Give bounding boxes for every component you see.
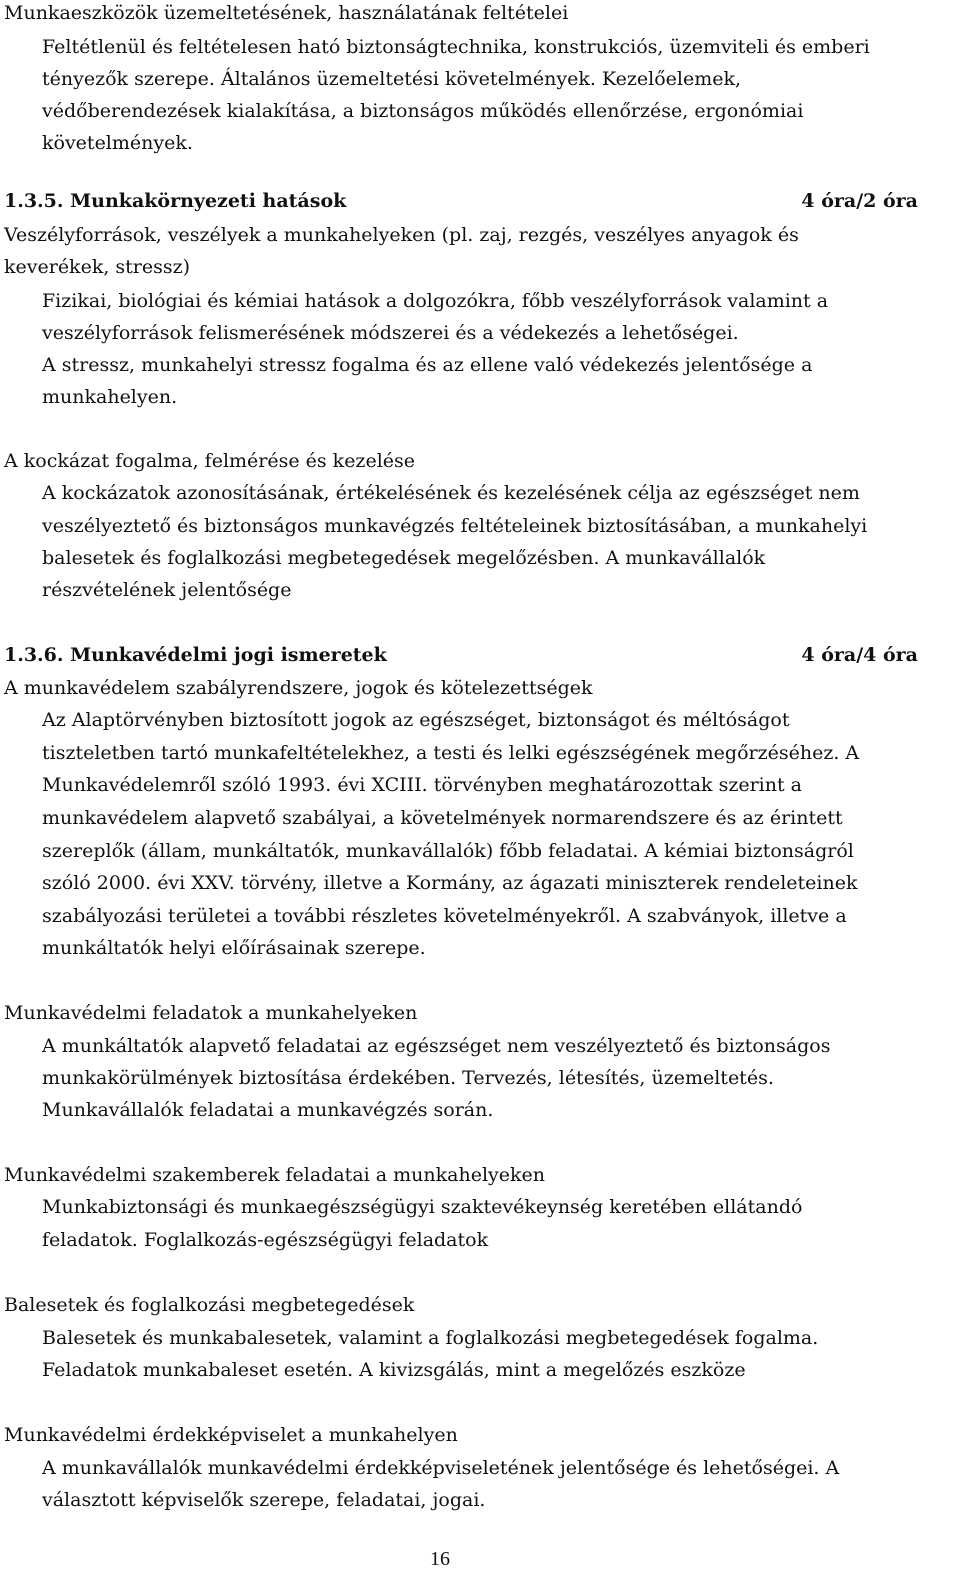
- page-number: 16: [430, 1548, 450, 1570]
- paragraph-line: munkahelyen.: [42, 386, 178, 408]
- paragraph-line: Munkavédelemről szóló 1993. évi XCIII. törvényben meghatározottak szerint a: [42, 774, 802, 796]
- subheading-line: keverékek, stressz): [4, 256, 191, 278]
- paragraph-line: balesetek és foglalkozási megbetegedések megelőzésben. A munkavállalók: [42, 547, 766, 569]
- paragraph-line: tényezők szerepe. Általános üzemeltetési követelmények. Kezelőelemek,: [42, 68, 742, 90]
- paragraph-line: A stressz, munkahelyi stressz fogalma és az ellene való védekezés jelentősége a: [42, 354, 813, 376]
- subheading-line: Veszélyforrások, veszélyek a munkahelyeken (pl. zaj, rezgés, veszélyes anyagok és: [4, 224, 799, 246]
- paragraph-line: szabályozási területei a további részletes követelményekről. A szabványok, illetve a: [42, 905, 847, 927]
- paragraph-line: munkavédelem alapvető szabályai, a követelmények normarendszere és az érintett: [42, 807, 843, 829]
- subheading: Balesetek és foglalkozási megbetegedések: [4, 1294, 415, 1316]
- paragraph-line: Balesetek és munkabalesetek, valamint a foglalkozási megbetegedések fogalma.: [42, 1327, 819, 1349]
- subheading: A munkavédelem szabályrendszere, jogok és kötelezettségek: [4, 677, 593, 699]
- paragraph-line: A kockázatok azonosításának, értékelésének és kezelésének célja az egészséget nem: [42, 482, 860, 504]
- paragraph-line: munkáltatók helyi előírásainak szerepe.: [42, 937, 426, 959]
- subheading: Munkavédelmi szakemberek feladatai a munkahelyeken: [4, 1164, 545, 1186]
- paragraph-line: Az Alaptörvényben biztosított jogok az egészséget, biztonságot és méltóságot: [42, 709, 790, 731]
- section-hours: 4 óra/4 óra: [801, 644, 918, 666]
- paragraph-line: munkakörülmények biztosítása érdekében. Tervezés, létesítés, üzemeltetés.: [42, 1067, 774, 1089]
- paragraph-line: tiszteletben tartó munkafeltételekhez, a testi és lelki egészségének megőrzéséhez. A: [42, 742, 860, 764]
- subheading: Munkavédelmi feladatok a munkahelyeken: [4, 1002, 418, 1024]
- paragraph-line: veszélyforrások felismerésének módszerei és a védekezés a lehetőségei.: [42, 322, 739, 344]
- paragraph-line: Munkabiztonsági és munkaegészségügyi szaktevékeynség keretében ellátandó: [42, 1196, 803, 1218]
- paragraph-line: Feladatok munkabaleset esetén. A kivizsgálás, mint a megelőzés eszköze: [42, 1359, 746, 1381]
- paragraph-line: Munkavállalók feladatai a munkavégzés során.: [42, 1099, 494, 1121]
- paragraph-line: A munkavállalók munkavédelmi érdekképviseletének jelentősége és lehetőségei. A: [42, 1457, 840, 1479]
- section-hours: 4 óra/2 óra: [801, 190, 918, 212]
- paragraph-line: Feltétlenül és feltételesen ható biztonságtechnika, konstrukciós, üzemviteli és emberi: [42, 36, 870, 58]
- paragraph-line: szereplők (állam, munkáltatók, munkavállalók) főbb feladatai. A kémiai biztonságról: [42, 840, 854, 862]
- paragraph-line: veszélyeztető és biztonságos munkavégzés feltételeinek biztosításában, a munkahelyi: [42, 515, 868, 537]
- subheading: Munkavédelmi érdekképviselet a munkahelyen: [4, 1424, 458, 1446]
- section-title: 1.3.6. Munkavédelmi jogi ismeretek: [4, 644, 387, 666]
- paragraph-line: A munkáltatók alapvető feladatai az egészséget nem veszélyeztető és biztonságos: [42, 1035, 831, 1057]
- paragraph-line: feladatok. Foglalkozás-egészségügyi feladatok: [42, 1229, 489, 1251]
- paragraph-line: követelmények.: [42, 132, 193, 154]
- paragraph-line: szóló 2000. évi XXV. törvény, illetve a Kormány, az ágazati miniszterek rendeleteinek: [42, 872, 858, 894]
- paragraph-line: választott képviselők szerepe, feladatai, jogai.: [42, 1489, 486, 1511]
- paragraph-line: Fizikai, biológiai és kémiai hatások a dolgozókra, főbb veszélyforrások valamint a: [42, 290, 829, 312]
- paragraph-line: védőberendezések kialakítása, a biztonságos működés ellenőrzése, ergonómiai: [42, 100, 804, 122]
- paragraph-line: részvételének jelentősége: [42, 579, 292, 601]
- section-heading: Munkaeszközök üzemeltetésének, használatának feltételei: [4, 2, 569, 24]
- subheading: A kockázat fogalma, felmérése és kezelése: [4, 450, 416, 472]
- section-title: 1.3.5. Munkakörnyezeti hatások: [4, 190, 347, 212]
